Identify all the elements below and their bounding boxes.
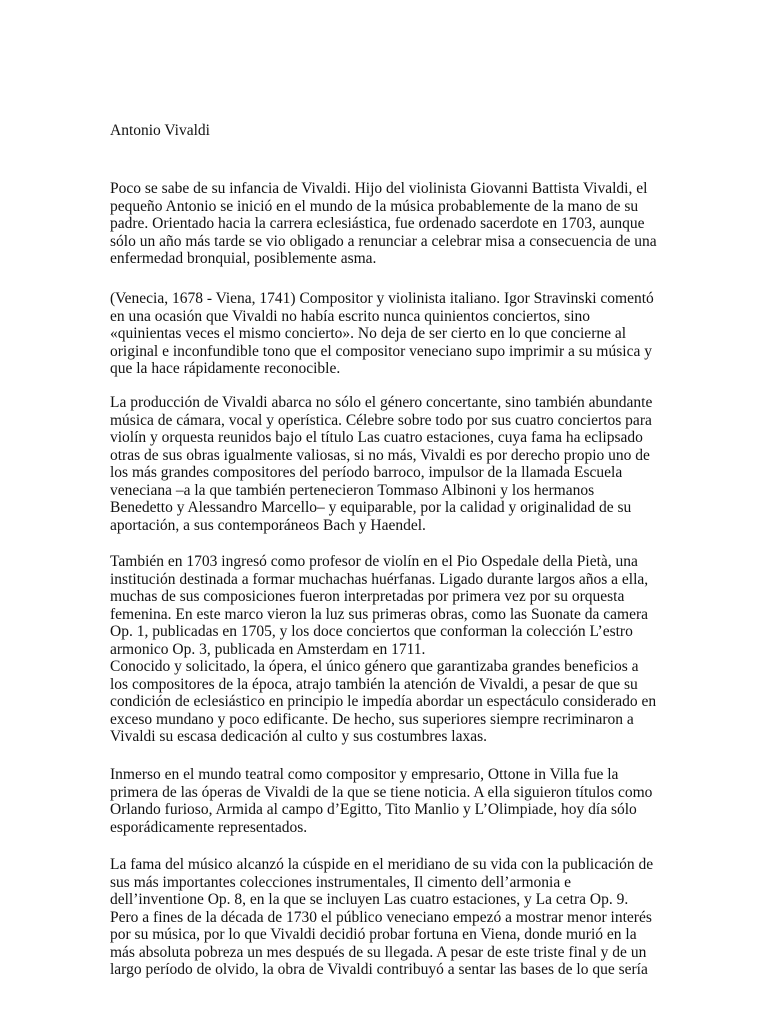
text-line: Poco se sabe de su infancia de Vivaldi. Hijo del violinista Giovanni Battista Vivaldi, el (110, 180, 648, 197)
document-title: Antonio Vivaldi (110, 122, 210, 139)
text-line: Orlando furioso, Armida al campo d’Egitto, Tito Manlio y L’Olimpiade, hoy día sólo (110, 801, 637, 818)
text-line: música de cámara, vocal y operística. Célebre sobre todo por sus cuatro conciertos para (110, 411, 652, 429)
text-line: institución destinada a formar muchachas huérfanas. Ligado durante largos años a ella, (110, 570, 649, 588)
text-line: por su música, por lo que Vivaldi decidió probar fortuna en Viena, donde murió en la (110, 926, 637, 943)
text-line: También en 1703 ingresó como profesor de violín en el Pio Ospedale della Pietà, una (110, 553, 638, 570)
text-line: otras de sus obras igualmente valiosas, si no más, Vivaldi es por derecho propio uno de (110, 446, 650, 464)
text-line: sólo un año más tarde se vio obligado a renunciar a celebrar misa a consecuencia de una (110, 232, 657, 250)
text-line: esporádicamente representados. (110, 818, 308, 836)
text-line: Op. 1, publicadas en 1705, y los doce conciertos que conforman la colección L’estro (110, 623, 633, 640)
text-line: La fama del músico alcanzó la cúspide en el meridiano de su vida con la publicación de (110, 856, 654, 873)
text-line: exceso mundano y poco edificante. De hecho, sus superiores siempre recriminaron a (110, 710, 634, 728)
text-line: largo período de olvido, la obra de Vivaldi contribuyó a sentar las bases de lo que sería (110, 961, 648, 978)
paragraph-production (110, 394, 670, 534)
text-line: pequeño Antonio se inició en el mundo de la música probablemente de la mano de su (110, 197, 639, 215)
text-line: violín y orquesta reunidos bajo el título Las cuatro estaciones, cuya fama ha eclipsado (110, 429, 643, 446)
text-line: original e inconfundible tono que el compositor veneciano supo imprimir a su música y (110, 342, 652, 360)
text-line: dell’inventione Op. 8, en la que se incluyen Las cuatro estaciones, y La cetra Op. 9. (110, 891, 629, 908)
text-line: los más grandes compositores del período barroco, impulsor de la llamada Escuela (110, 464, 623, 481)
text-line: padre. Orientado hacia la carrera eclesiástica, fue ordenado sacerdote en 1703, aunque (110, 215, 645, 232)
text-line: aportación, a sus contemporáneos Bach y Haendel. (110, 516, 426, 534)
paragraph-childhood (110, 180, 670, 268)
text-line: sus más importantes colecciones instrumentales, Il cimento dell’armonia e (110, 873, 571, 891)
text-line: armonico Op. 3, publicada en Amsterdam en 1711. (110, 640, 426, 658)
text-line: condición de eclesiástico en principio le impedía abordar un espectáculo considerado en (110, 693, 657, 710)
text-line: La producción de Vivaldi abarca no sólo el género concertante, sino también abundante (110, 394, 653, 411)
text-line: Conocido y solicitado, la ópera, el único género que garantizaba grandes beneficios a (110, 658, 639, 675)
paragraph-fame (110, 856, 670, 979)
paragraph-bio (110, 290, 670, 378)
paragraph-theatre (110, 766, 670, 836)
text-line: más absoluta pobreza un mes después de su llegada. A pesar de este triste final y de un (110, 943, 647, 961)
text-line: que la hace rápidamente reconocible. (110, 360, 341, 377)
text-line: Inmerso en el mundo teatral como compositor y empresario, Ottone in Villa fue la (110, 766, 619, 783)
text-line: en una ocasión que Vivaldi no había escrito nunca quinientos conciertos, sino (110, 307, 591, 325)
text-line: (Venecia, 1678 - Viena, 1741) Compositor y violinista italiano. Igor Stravinski comentó (110, 290, 654, 307)
text-line: Benedetto y Alessandro Marcello– y equiparable, por la calidad y originalidad de su (110, 499, 632, 516)
text-line: Vivaldi su escasa dedicación al culto y sus costumbres laxas. (110, 728, 487, 745)
text-line: femenina. En este marco vieron la luz sus primeras obras, como las Suonate da camera (110, 605, 648, 623)
paragraph-pieta-and-opera (110, 553, 670, 746)
text-line: muchas de sus composiciones fueron interpretadas por primera vez por su orquesta (110, 588, 625, 605)
text-line: veneciana –a la que también pertenecieron Tommaso Albinoni y los hermanos (110, 481, 595, 499)
text-line: primera de las óperas de Vivaldi de la que se tiene noticia. A ella siguieron títulos como (110, 783, 653, 801)
text-line: «quinientas veces el mismo concierto». No deja de ser cierto en lo que concierne al (110, 325, 627, 342)
text-line: los compositores de la época, atrajo también la atención de Vivaldi, a pesar de que su (110, 675, 638, 693)
text-line: enfermedad bronquial, posiblemente asma. (110, 250, 377, 267)
text-line: Pero a fines de la década de 1730 el público veneciano empezó a mostrar menor interés (110, 908, 652, 926)
